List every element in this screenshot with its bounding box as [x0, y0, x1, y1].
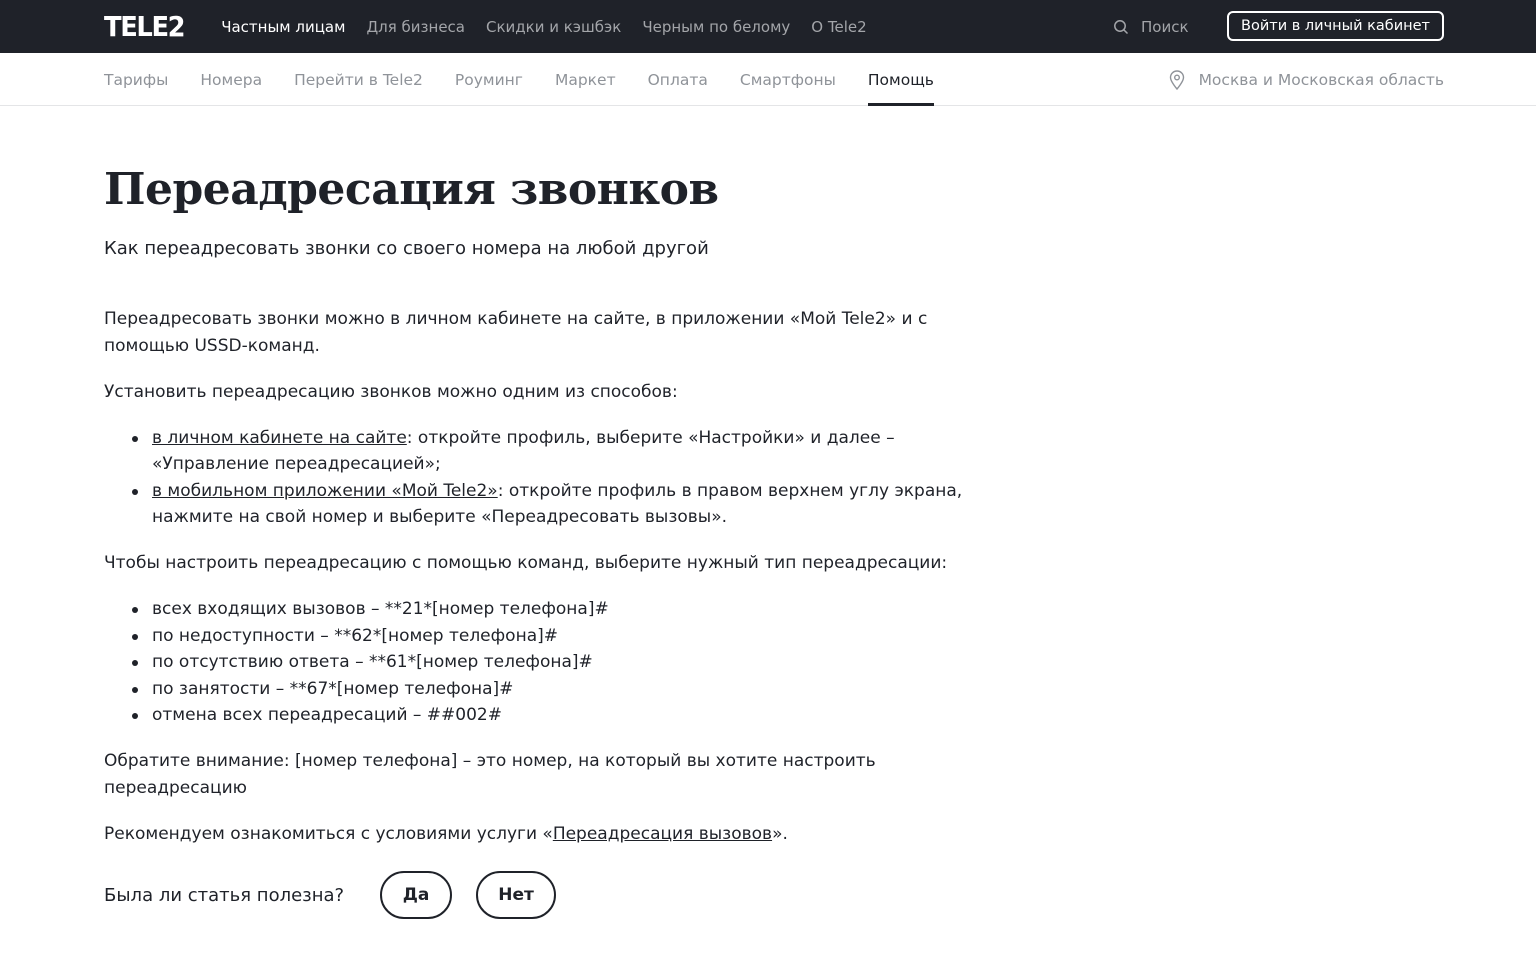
top-nav-discounts[interactable]: Скидки и кэшбэк — [486, 17, 622, 36]
search-button[interactable] — [1113, 0, 1189, 53]
ways-list — [152, 425, 984, 531]
call-forwarding-service-link[interactable]: Переадресация вызовов — [552, 823, 773, 844]
mobile-app-link[interactable]: в мобильном приложении «Мой Tele2» — [152, 480, 498, 501]
top-nav-private[interactable]: Частным лицам — [221, 17, 346, 36]
list-item: всех входящих вызовов – **21*[номер телефона]# — [152, 596, 984, 623]
feedback-no-button[interactable]: Нет — [476, 871, 556, 919]
recommend-suffix: ». — [772, 823, 788, 844]
commands-list — [152, 596, 984, 729]
list-item-text: : откройте профиль, выберите «Настройки» и далее – «Управление переадресацией»; — [152, 427, 895, 474]
intro-paragraph: Переадресовать звонки можно в личном кабинете на сайте, в приложении «Мой Tele2» и с помощью USSD-команд. — [104, 309, 928, 356]
top-nav-business[interactable]: Для бизнеса — [366, 17, 465, 36]
login-button[interactable]: Войти в личный кабинет — [1227, 11, 1444, 41]
list-item: по занятости – **67*[номер телефона]# — [152, 676, 984, 703]
search-icon — [1113, 19, 1129, 35]
recommend-prefix: Рекомендуем ознакомиться с условиями услуги « — [104, 823, 553, 844]
top-nav-about[interactable]: О Tele2 — [811, 17, 867, 36]
top-nav-black-on-white[interactable]: Черным по белому — [642, 17, 791, 36]
article-body — [104, 306, 984, 847]
page-subtitle: Как переадресовать звонки со своего номера на любой другой — [104, 238, 709, 259]
list-item: по отсутствию ответа – **61*[номер телефона]# — [152, 649, 984, 676]
subnav-roaming[interactable]: Роуминг — [454, 70, 523, 89]
subnav-payment[interactable]: Оплата — [647, 70, 708, 89]
list-item — [152, 478, 984, 531]
top-bar — [0, 0, 1536, 53]
subnav-help[interactable]: Помощь — [868, 53, 934, 106]
ways-heading: Установить переадресацию звонков можно одним из способов: — [104, 381, 678, 402]
region-label: Москва и Московская область — [1198, 70, 1444, 89]
sub-nav — [0, 53, 1536, 106]
commands-heading: Чтобы настроить переадресацию с помощью команд, выберите нужный тип переадресации: — [104, 553, 948, 573]
article — [104, 160, 984, 867]
subnav-numbers[interactable]: Номера — [200, 70, 263, 89]
search-label: Поиск — [1141, 17, 1189, 36]
feedback-block — [104, 871, 580, 919]
note-paragraph: Обратите внимание: [номер телефона] – это номер, на который вы хотите настроить переадресацию — [104, 751, 876, 798]
list-item: по недоступности – **62*[номер телефона]# — [152, 623, 984, 650]
top-nav — [221, 18, 887, 36]
list-item — [152, 425, 984, 478]
list-item: отмена всех переадресаций – ##002# — [152, 702, 984, 729]
subnav-tariffs[interactable]: Тарифы — [104, 70, 169, 89]
page-title: Переадресация звонков — [104, 164, 719, 215]
location-pin-icon — [1169, 70, 1185, 90]
personal-account-link[interactable]: в личном кабинете на сайте — [152, 427, 407, 448]
subnav-switch-to-tele2[interactable]: Перейти в Tele2 — [294, 70, 423, 89]
recommend-paragraph — [104, 821, 984, 848]
subnav-smartphones[interactable]: Смартфоны — [739, 70, 836, 89]
feedback-yes-button[interactable]: Да — [380, 871, 452, 919]
tele2-logo[interactable]: TELE2 — [104, 9, 185, 43]
feedback-question: Была ли статья полезна? — [104, 884, 345, 906]
subnav-market[interactable]: Маркет — [554, 70, 616, 89]
list-item-text: : откройте профиль в правом верхнем углу экрана, нажмите на свой номер и выберите «Переадресовать вызовы». — [152, 480, 963, 527]
region-selector[interactable] — [1169, 53, 1444, 106]
